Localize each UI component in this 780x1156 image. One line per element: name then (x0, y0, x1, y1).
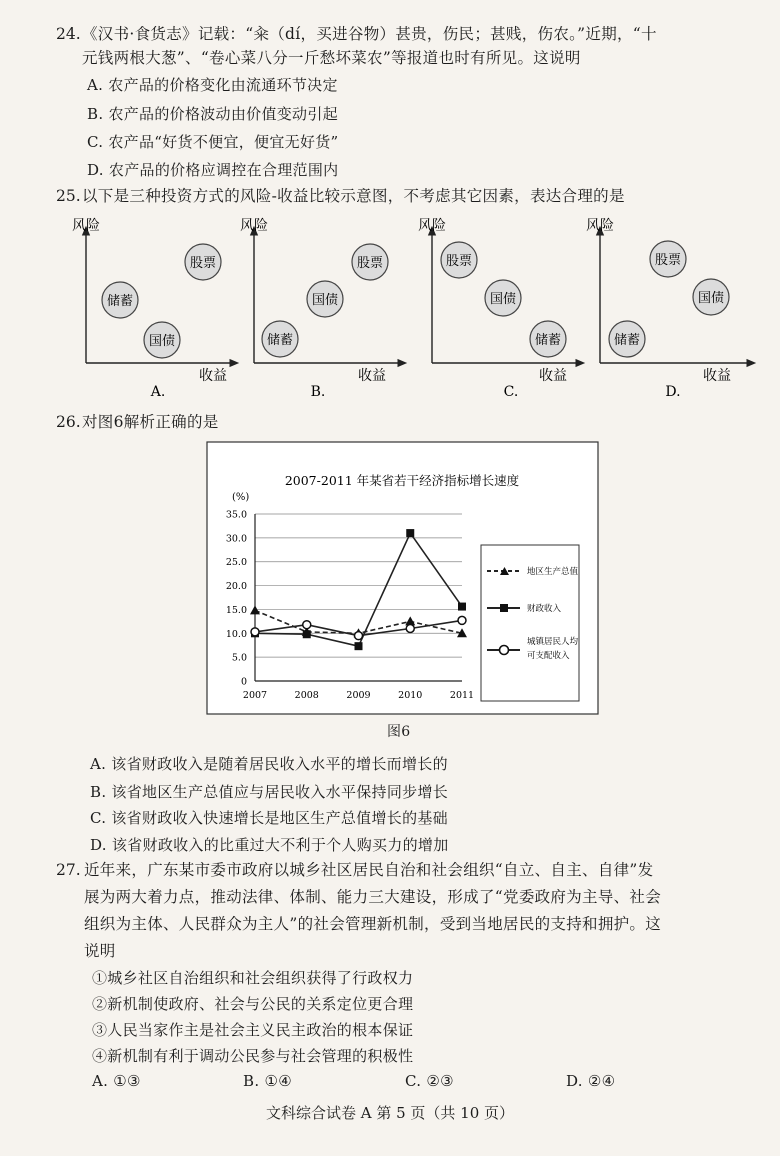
question-number: 24. (56, 25, 81, 43)
bubble-label: 股票 (654, 253, 682, 268)
bubble-label: 国债 (697, 291, 725, 306)
legend-label-line1: 城镇居民人均 (527, 637, 579, 647)
x-tick-label: 2007 (242, 690, 268, 701)
panel-letter: A. (150, 384, 166, 400)
option-a[interactable]: A. 该省财政收入是随着居民收入水平的增长而增长的 (90, 755, 448, 773)
question-stem-line: 组织为主体、人民群众为主人”的社会管理新机制，受到当地居民的支持和拥护。这 (84, 915, 662, 933)
statement-2: ②新机制使政府、社会与公民的关系定位更合理 (92, 995, 414, 1013)
option-c[interactable]: C. 农产品“好货不便宜，便宜无好货” (87, 133, 339, 151)
x-axis-label: 收益 (703, 368, 731, 384)
panel-letter: C. (503, 384, 519, 400)
legend-circle-marker (500, 646, 509, 655)
question-number: 27. (56, 861, 81, 879)
panel-a[interactable] (72, 218, 235, 400)
x-tick-label: 2009 (346, 690, 371, 701)
square-point (355, 642, 363, 650)
x-tick-label: 2011 (449, 690, 475, 701)
legend-label-line2: 可支配收入 (527, 651, 570, 661)
choice-c[interactable]: C. ②③ (405, 1072, 454, 1090)
question-stem-line: 说明 (84, 942, 116, 960)
x-axis-label: 收益 (199, 368, 227, 384)
question-number: 25. (56, 187, 81, 205)
panel-d[interactable] (586, 218, 752, 400)
y-tick-label: 5.0 (231, 652, 247, 664)
circle-point (251, 628, 259, 636)
panel-c[interactable] (418, 218, 581, 400)
choice-a[interactable]: A. ①③ (92, 1072, 141, 1090)
y-tick-label: 35.0 (225, 509, 247, 521)
bubble-label: 股票 (356, 256, 384, 271)
question-number: 26. (56, 413, 81, 431)
question-stem: 以下是三种投资方式的风险-收益比较示意图，不考虑其它因素，表达合理的是 (82, 187, 625, 205)
bubble-label: 股票 (445, 254, 473, 269)
chart-title: 2007-2011 年某省若干经济指标增长速度 (284, 473, 520, 488)
option-d[interactable]: D. 该省财政收入的比重过大不利于个人购买力的增加 (90, 836, 449, 854)
question-stem-line: 近年来，广东某市委市政府以城乡社区居民自治和社会组织“自立、自主、自律”发 (84, 861, 654, 879)
y-axis-unit: (%) (232, 492, 250, 503)
y-tick-label: 30.0 (225, 533, 247, 545)
square-point (303, 630, 311, 638)
y-tick-label: 10.0 (225, 628, 247, 640)
question-stem-line: 元钱两根大葱”、“卷心菜八分一斤愁坏菜农”等报道也时有所见。这说明 (82, 49, 581, 67)
bubble-label: 国债 (311, 293, 339, 308)
bubble-label: 储蓄 (106, 294, 134, 309)
page-footer: 文科综合试卷 A 第 5 页（共 10 页） (265, 1104, 515, 1122)
bubble-label: 储蓄 (534, 333, 562, 348)
y-axis-label: 风险 (586, 218, 614, 234)
legend-square-marker (500, 604, 508, 612)
option-d[interactable]: D. 农产品的价格应调控在合理范围内 (87, 161, 339, 179)
y-axis-label: 风险 (240, 218, 268, 234)
circle-point (303, 621, 311, 629)
statement-1: ①城乡社区自治组织和社会组织获得了行政权力 (92, 969, 414, 987)
x-axis-label: 收益 (539, 368, 567, 384)
growth-rate-chart (0, 430, 780, 720)
bubble-label: 国债 (489, 292, 517, 307)
circle-point (458, 616, 466, 624)
bubble-label: 储蓄 (613, 333, 641, 348)
bubble-label: 储蓄 (266, 333, 294, 348)
question-stem-line: 《汉书·食货志》记载：“籴（dí，买进谷物）甚贵，伤民；甚贱，伤农。”近期，“十 (82, 25, 657, 43)
y-tick-label: 20.0 (225, 581, 247, 593)
option-b[interactable]: B. 农产品的价格波动由价值变动引起 (87, 105, 338, 123)
statement-4: ④新机制有利于调动公民参与社会管理的积极性 (92, 1047, 414, 1065)
question-stem: 对图6解析正确的是 (82, 413, 219, 431)
legend-label: 财政收入 (527, 604, 562, 614)
option-a[interactable]: A. 农产品的价格变化由流通环节决定 (87, 76, 338, 94)
square-point (406, 529, 414, 537)
legend (481, 545, 579, 701)
y-tick-label: 25.0 (225, 557, 247, 569)
x-tick-label: 2008 (294, 690, 319, 701)
bubble-label: 股票 (189, 256, 217, 271)
circle-point (355, 632, 363, 640)
choice-d[interactable]: D. ②④ (566, 1072, 616, 1090)
question-stem-line: 展为两大着力点，推动法律、体制、能力三大建设，形成了“党委政府为主导、社会 (84, 888, 662, 906)
risk-return-diagrams (0, 208, 780, 408)
panel-letter: B. (310, 384, 326, 400)
y-axis-label: 风险 (418, 218, 446, 234)
y-tick-label: 0 (240, 676, 247, 688)
bubble-label: 国债 (148, 334, 176, 349)
panel-letter: D. (665, 384, 681, 400)
x-axis-label: 收益 (358, 368, 386, 384)
option-c[interactable]: C. 该省财政收入快速增长是地区生产总值增长的基础 (90, 809, 448, 827)
option-b[interactable]: B. 该省地区生产总值应与居民收入水平保持同步增长 (90, 783, 449, 801)
circle-point (406, 625, 414, 633)
choice-b[interactable]: B. ①④ (243, 1072, 292, 1090)
square-point (458, 603, 466, 611)
figure-caption: 图6 (387, 724, 411, 740)
x-tick-label: 2010 (398, 690, 423, 701)
panel-b[interactable] (240, 218, 403, 400)
y-axis-label: 风险 (72, 218, 100, 234)
y-tick-label: 15.0 (225, 604, 247, 616)
legend-label: 地区生产总值 (527, 567, 579, 577)
statement-3: ③人民当家作主是社会主义民主政治的根本保证 (92, 1021, 414, 1039)
